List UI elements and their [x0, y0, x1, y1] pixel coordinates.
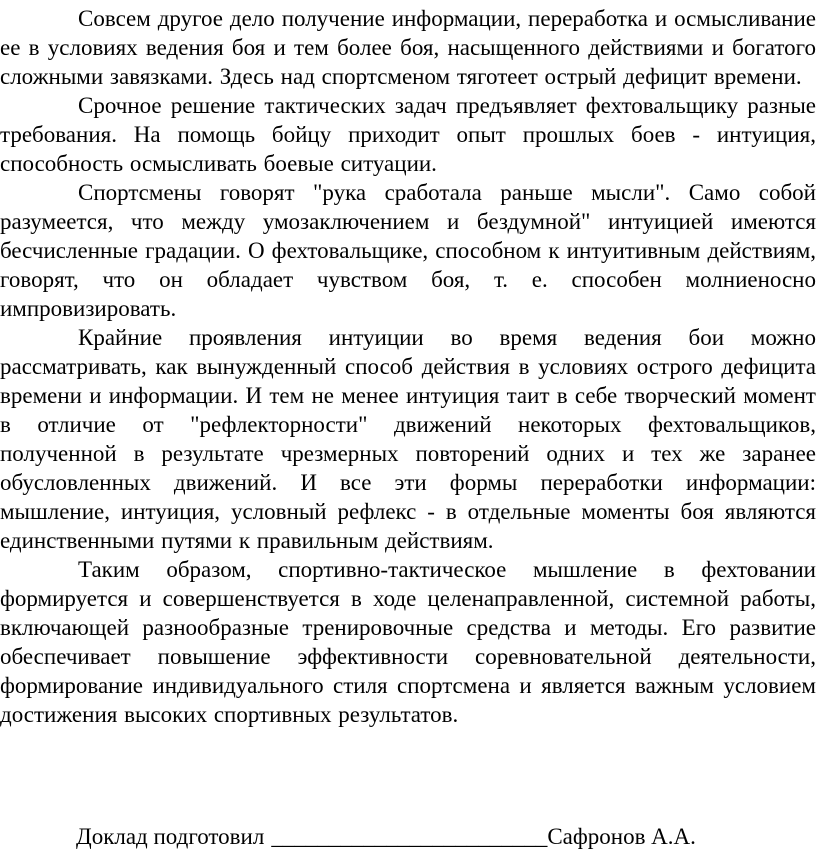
signature-blank-line: ________________________	[271, 824, 548, 849]
signature-label: Доклад подготовил	[76, 824, 265, 849]
signature-name: Сафронов А.А.	[547, 824, 696, 849]
paragraph-3: Спортсмены говорят "рука сработала раньше мысли". Само собой разумеется, что между умозаключением и бездумной" интуицией имеются бесчисленные градации. О фехтовальщике, способном к интуитивным действиям, говорят, что он обладает чувством боя, т. е. способен молниеносно импровизировать.	[0, 180, 816, 321]
paragraph-5: Таким образом, спортивно-тактическое мышление в фехтовании формируется и совершенствуется в ходе целенаправленной, системной работы, включающей разнообразные тренировочные средства и методы. Его развитие обеспечивает повышение эффективности соревновательной деятельности, формирование индивидуального стиля спортсмена и является важным условием достижения высоких спортивных результатов.	[0, 557, 816, 727]
paragraph-4: Крайние проявления интуиции во время ведения бои можно рассматривать, как вынужденный способ действия в условиях острого дефицита времени и информации. И тем не менее интуиция таит в себе творческий момент в отличие от "рефлекторности" движений некоторых фехтовальщиков, полученной в результате чрезмерных повторений одних и тех же заранее обусловленных движений. И все эти формы переработки информации: мышление, интуиция, условный рефлекс - в отдельные моменты боя являются единственными путями к правильным действиям.	[0, 325, 816, 553]
paragraph-1: Совсем другое дело получение информации, переработка и осмысливание ее в условиях ведения боя и тем более боя, насыщенного действиями и богатого сложными завязками. Здесь над спортсменом тяготеет острый дефицит времени.	[0, 6, 816, 89]
paragraph-2: Срочное решение тактических задач предъявляет фехтовальщику разные требования. На помощь бойцу приходит опыт прошлых боев - интуиция, способность осмысливать боевые ситуации.	[0, 93, 816, 176]
signature-row	[0, 822, 816, 851]
